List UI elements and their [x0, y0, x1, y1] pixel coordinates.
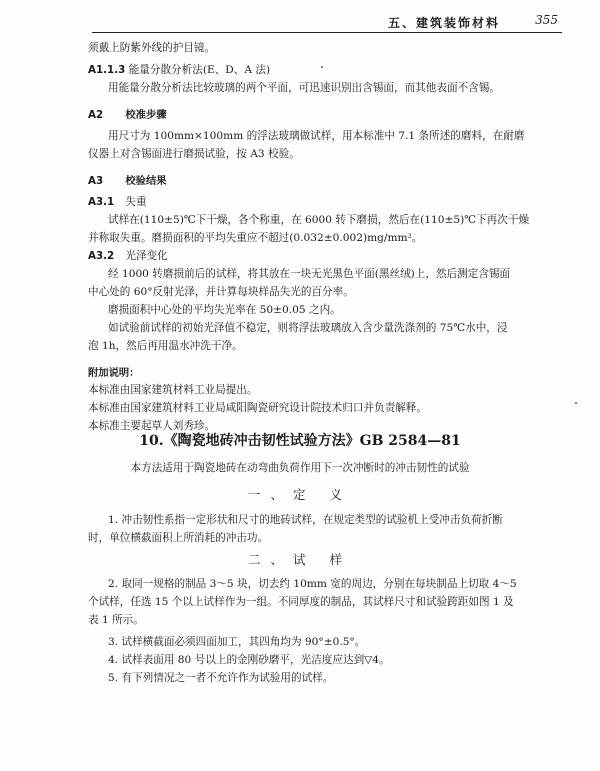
- standard-scope: 本方法适用于陶瓷地砖在动弯曲负荷作用下一次冲断时的冲击韧性的试验: [130, 462, 470, 474]
- section-heading-specimen: 二、试 样: [248, 552, 352, 567]
- text-line: 须戴上防紫外线的护目镜。: [88, 42, 216, 54]
- text-line: 用能量分散分析法比较玻璃的两个平面，可迅速识别出含锡面，而其他表面不含锡。: [108, 82, 500, 94]
- text-line: 并称取失重。磨损面积的平均失重应不超过(0.032±0.002)mg/mm²。: [88, 232, 423, 244]
- note-line: 本标准由国家建筑材料工业局咸阳陶瓷研究设计院技术归口并负责解释。: [88, 402, 427, 414]
- text-line: 试样在(110±5)℃下干燥，各个称重，在 6000 转下磨损，然后在(110±5)℃下再次干燥: [108, 214, 530, 226]
- text-line: 表 1 所示。: [88, 614, 144, 626]
- text-line: 磨损面积中心处的平均失光率在 50±0.05 之内。: [108, 304, 341, 316]
- subclause-heading: [88, 62, 270, 77]
- page-header: [92, 14, 562, 33]
- text-line: 如试验前试样的初始光泽值不稳定，则将浮法玻璃放入含少量洗涤剂的 75℃水中，浸: [108, 322, 508, 334]
- text-line: 3. 试样横截面必须四面加工，其四角均为 90°±0.5°。: [108, 636, 366, 648]
- clause-title: 校验结果: [125, 175, 167, 187]
- subclause-heading: [88, 194, 147, 209]
- standard-title: 10.《陶瓷地砖冲击韧性试验方法》GB 2584—81: [139, 433, 461, 449]
- additional-notes-heading: 附加说明：: [88, 367, 140, 379]
- note-line: 本标准由国家建筑材料工业局提出。: [88, 384, 258, 396]
- running-title: 五、建筑装饰材料: [387, 16, 500, 30]
- clause-title: 能量分散分析法(E、D、A 法): [128, 64, 271, 76]
- page-number: 355: [535, 13, 558, 27]
- text-line: 2. 取同一规格的制品 3～5 块，切去约 10mm 宽的周边，分别在每块制品上切取 4～5: [108, 578, 517, 590]
- clause-number: A3: [88, 175, 104, 187]
- clause-heading: [88, 106, 167, 121]
- clause-number: A3.2: [88, 250, 115, 262]
- text-line: 中心处的 60°反射光泽，并计算每块样品失光的百分率。: [88, 286, 354, 298]
- text-line: 泡 1h，然后再用温水冲洗干净。: [88, 340, 243, 352]
- section-heading-definition: 一、定 义: [248, 487, 352, 502]
- text-line: 5. 有下列情况之一者不允许作为试验用的试样。: [108, 672, 334, 684]
- clause-title: 校准步骤: [125, 109, 167, 121]
- text-line: 1. 冲击韧性系指一定形状和尺寸的地砖试样，在规定类型的试验机上受冲击负荷折断: [108, 514, 503, 526]
- clause-heading: [88, 172, 167, 187]
- clause-title: 失重: [125, 196, 147, 208]
- clause-number: A1.1.3: [88, 64, 126, 76]
- scan-speck: [575, 402, 577, 404]
- note-line: 本标准主要起草人刘秀珍。: [88, 420, 216, 432]
- clause-number: A2: [88, 109, 104, 121]
- text-line: 个试样，任选 15 个以上试样作为一组。不同厚度的制品，其试样尺寸和试验跨距如图 1 及: [88, 596, 514, 608]
- text-line: 经 1000 转磨损前后的试样，将其放在一块无光黑色平面(黑丝绒)上，然后测定含锡面: [108, 268, 511, 280]
- subclause-heading: [88, 248, 168, 263]
- text-line: 用尺寸为 100mm×100mm 的浮法玻璃做试样，用本标准中 7.1 条所述的磨料，在耐磨: [108, 130, 525, 142]
- clause-number: A3.1: [88, 196, 115, 208]
- scan-speck: [321, 66, 323, 68]
- text-line: 4. 试样表面用 80 号以上的金刚砂磨平，光洁度应达到▽4。: [108, 654, 390, 666]
- text-line: 仪器上对含锡面进行磨损试验，按 A3 校验。: [88, 148, 300, 160]
- text-line: 时，单位横截面积上所消耗的冲击功。: [88, 532, 269, 544]
- clause-title: 光泽变化: [125, 250, 168, 262]
